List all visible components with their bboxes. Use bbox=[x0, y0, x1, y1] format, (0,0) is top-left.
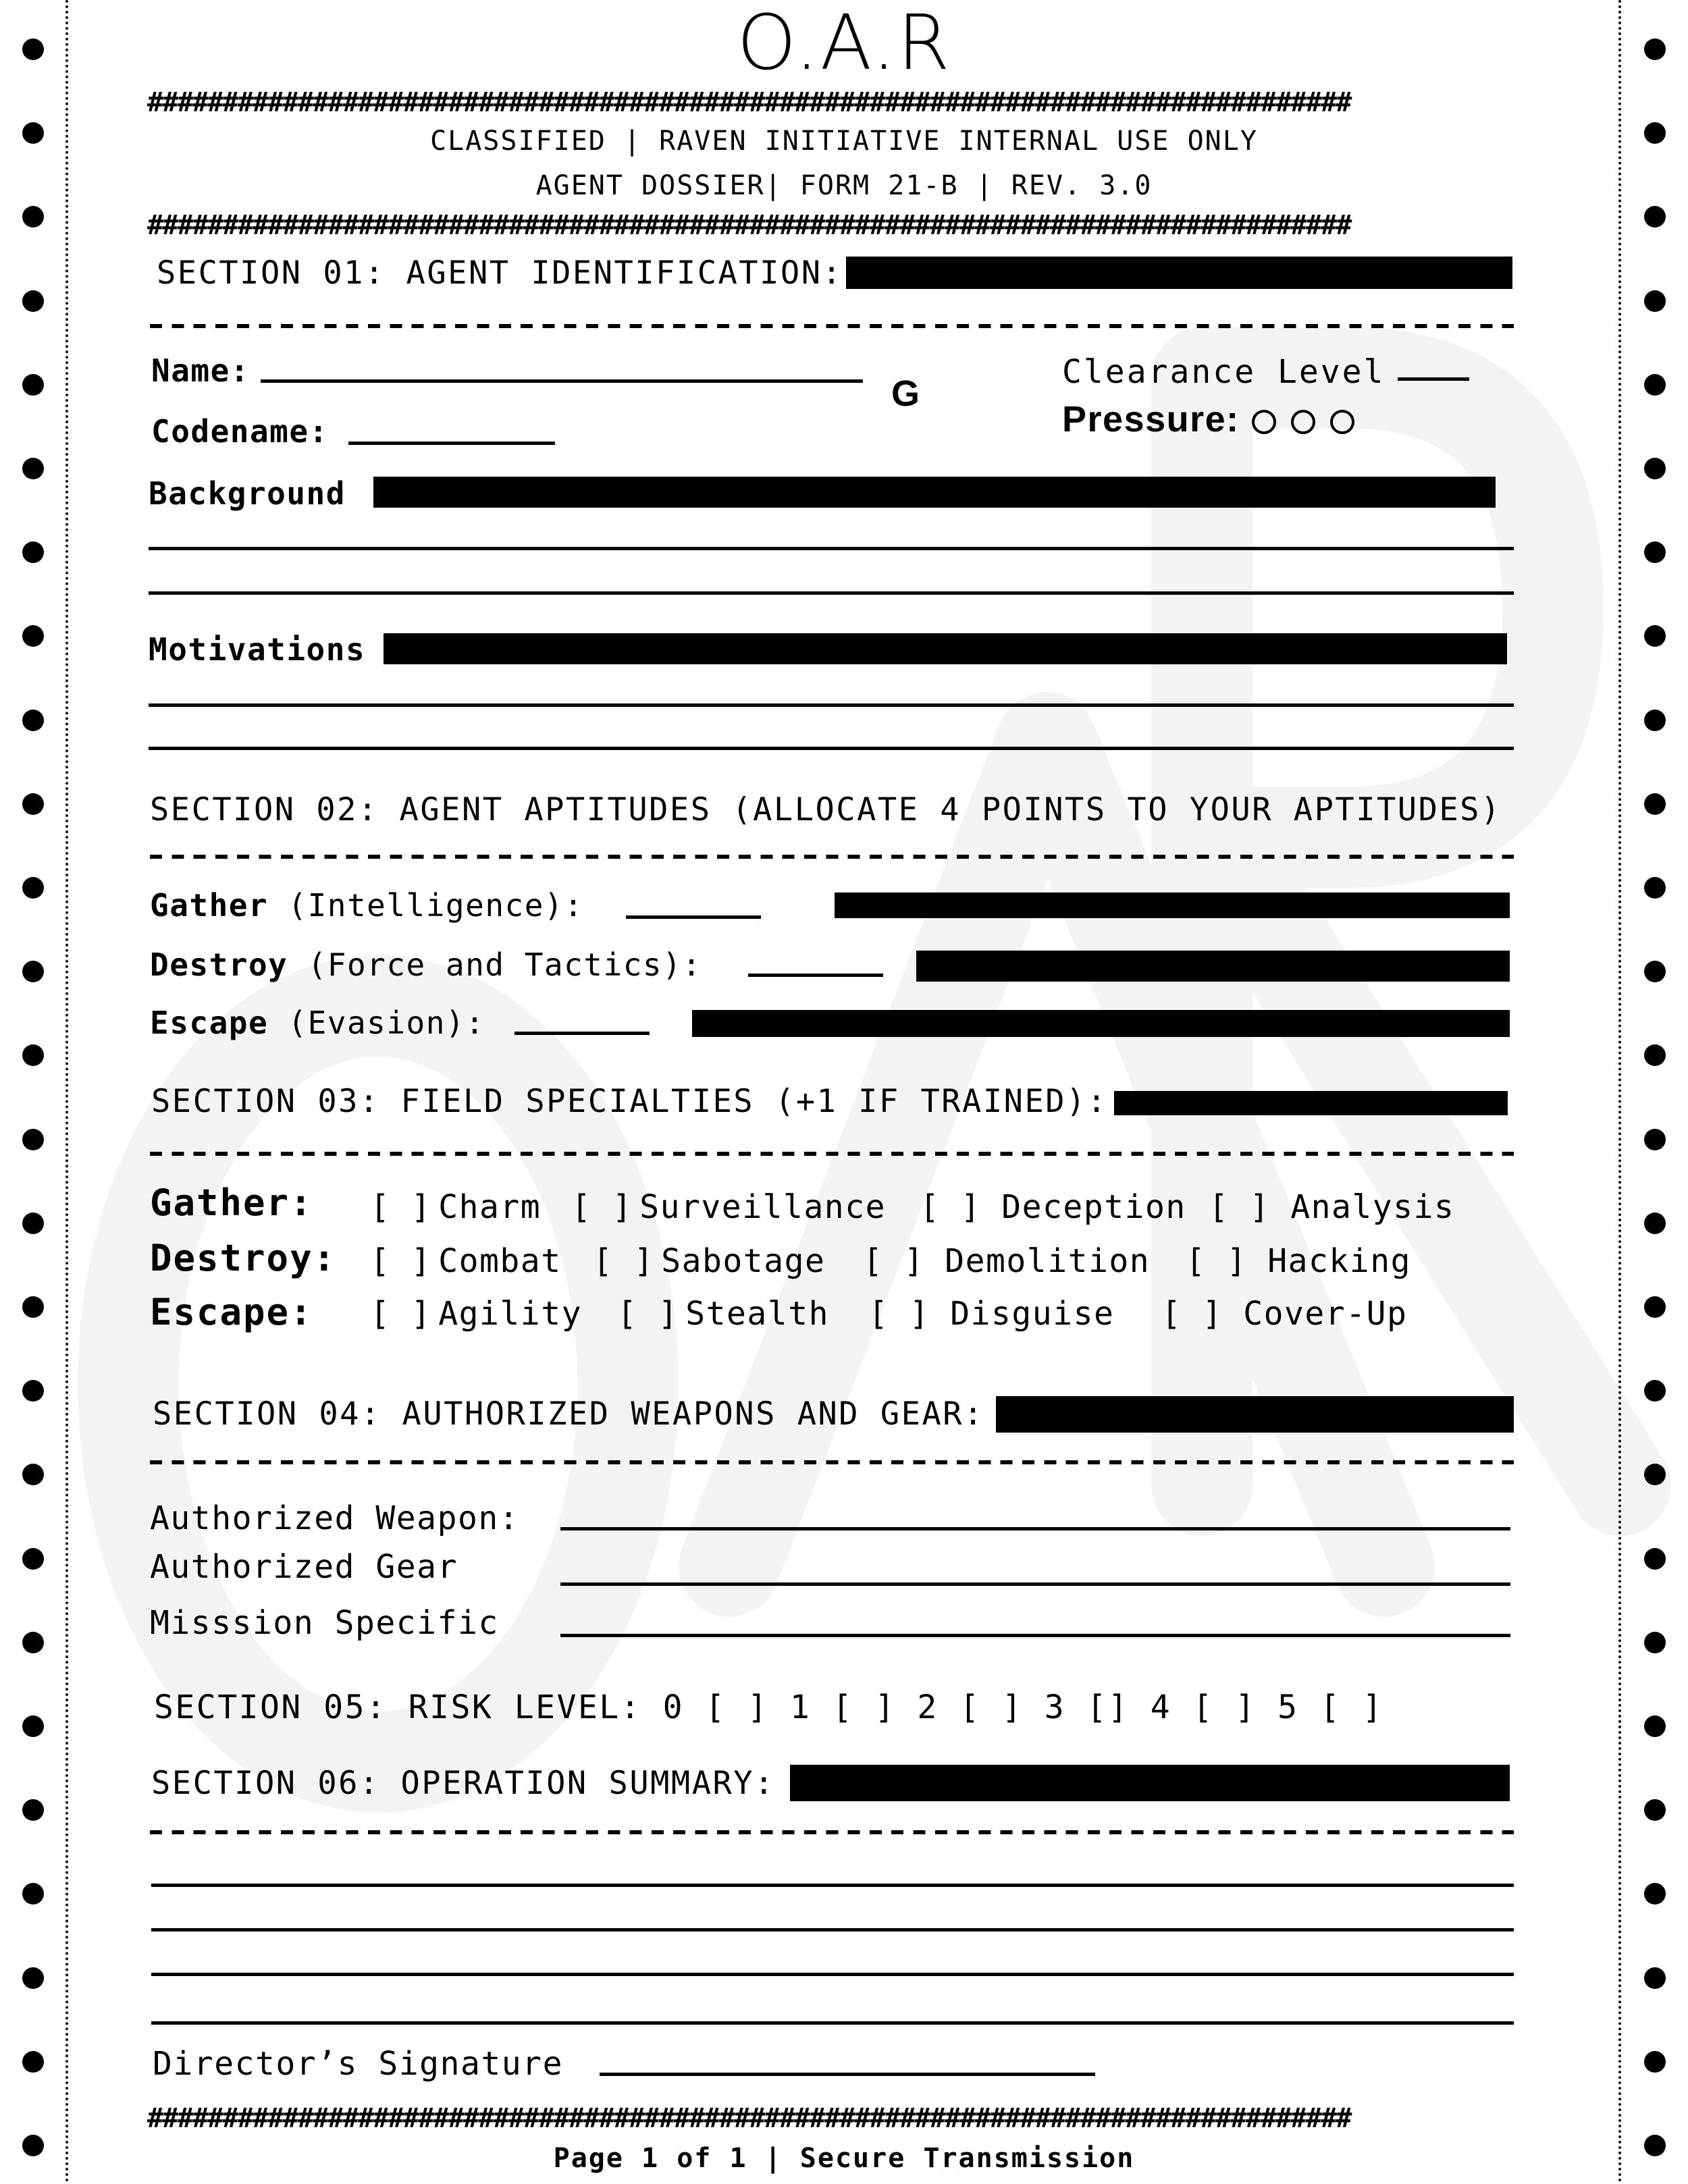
specialty-checkbox-analysis[interactable] bbox=[1209, 1188, 1454, 1226]
tractor-hole-icon bbox=[22, 458, 44, 479]
tractor-hole-icon bbox=[1644, 625, 1666, 647]
tractor-hole-icon bbox=[1644, 1883, 1666, 1905]
hash-rule-header-bottom: ################################################################################ bbox=[147, 211, 1351, 240]
tractor-hole-icon bbox=[22, 1632, 44, 1653]
specialty-checkbox-demolition[interactable] bbox=[863, 1242, 1150, 1280]
pressure-circle-2[interactable] bbox=[1291, 410, 1315, 434]
aptitude-escape bbox=[150, 1005, 485, 1041]
section-04-title: SECTION 04: AUTHORIZED WEAPONS AND GEAR: bbox=[153, 1395, 984, 1433]
tractor-hole-icon bbox=[1644, 2051, 1666, 2073]
risk-level-options[interactable]: 0 [ ] 1 [ ] 2 [ ] 3 [] 4 [ ] 5 [ ] bbox=[662, 1688, 1384, 1726]
specialty-row-label: Gather: bbox=[150, 1181, 313, 1224]
redaction-bar bbox=[1114, 1091, 1508, 1115]
redaction-bar bbox=[835, 893, 1510, 918]
tractor-hole-icon bbox=[1644, 1213, 1666, 1234]
tractor-hole-icon bbox=[22, 1464, 44, 1485]
specialty-row-label: Destroy: bbox=[150, 1237, 337, 1279]
checkbox-glyph: [ ] bbox=[370, 1242, 432, 1280]
page-footer: Page 1 of 1 | Secure Transmission bbox=[553, 2143, 1135, 2174]
specialty-label: Hacking bbox=[1267, 1242, 1411, 1280]
motivations-label: Motivations bbox=[149, 631, 366, 668]
specialty-label: Charm bbox=[438, 1188, 542, 1226]
motivations-line-2[interactable] bbox=[149, 747, 1514, 750]
tractor-hole-icon bbox=[1644, 793, 1666, 815]
specialty-label: Sabotage bbox=[661, 1242, 826, 1280]
tractor-hole-icon bbox=[22, 2051, 44, 2073]
specialty-checkbox-cover-up[interactable] bbox=[1161, 1295, 1407, 1333]
tractor-hole-icon bbox=[1644, 458, 1666, 479]
tractor-hole-icon bbox=[22, 1296, 44, 1318]
grade-mark: G bbox=[891, 373, 921, 414]
aptitude-desc: (Intelligence): bbox=[288, 887, 584, 924]
checkbox-glyph: [ ] bbox=[1161, 1295, 1223, 1333]
section-01-title: SECTION 01: AGENT IDENTIFICATION: bbox=[157, 255, 843, 292]
tractor-hole-icon bbox=[1644, 1799, 1666, 1821]
checkbox-glyph: [ ] bbox=[863, 1242, 925, 1280]
pressure-label-text: Pressure: bbox=[1062, 399, 1240, 440]
specialty-checkbox-agility[interactable] bbox=[370, 1295, 582, 1333]
redaction-bar bbox=[996, 1396, 1514, 1433]
redaction-bar bbox=[384, 633, 1507, 664]
pressure-circle-1[interactable] bbox=[1252, 410, 1276, 434]
gather-score-field[interactable] bbox=[626, 915, 761, 919]
tractor-hole-icon bbox=[1644, 1632, 1666, 1653]
specialty-row-label: Escape: bbox=[150, 1291, 313, 1333]
specialty-label: Combat bbox=[438, 1242, 562, 1280]
checkbox-glyph: [ ] bbox=[1209, 1188, 1271, 1226]
tractor-hole-icon bbox=[22, 1044, 44, 1066]
name-label: Name: bbox=[151, 352, 250, 389]
tractor-hole-icon bbox=[22, 710, 44, 731]
tractor-hole-icon bbox=[1644, 290, 1666, 312]
tractor-hole-icon bbox=[22, 374, 44, 396]
aptitude-name: Destroy bbox=[150, 947, 288, 983]
specialty-label: Cover-Up bbox=[1243, 1295, 1408, 1333]
tractor-hole-icon bbox=[22, 961, 44, 982]
escape-score-field[interactable] bbox=[515, 1032, 650, 1035]
authorized-gear-field[interactable] bbox=[560, 1582, 1510, 1586]
codename-field[interactable] bbox=[348, 442, 555, 445]
section-03-title: SECTION 03: FIELD SPECIALTIES (+1 IF TRAINED): bbox=[151, 1083, 1108, 1120]
section-05-title: SECTION 05: RISK LEVEL: bbox=[154, 1688, 642, 1726]
tractor-hole-icon bbox=[1644, 541, 1666, 563]
tractor-hole-icon bbox=[22, 541, 44, 563]
tractor-hole-icon bbox=[1644, 877, 1666, 899]
classification-banner: CLASSIFIED | RAVEN INITIATIVE INTERNAL USE ONLY bbox=[430, 126, 1258, 157]
specialty-checkbox-deception[interactable] bbox=[920, 1188, 1186, 1226]
clearance-label: Clearance Level bbox=[1062, 353, 1386, 391]
dashed-divider bbox=[150, 1830, 1514, 1834]
aptitude-desc: (Evasion): bbox=[288, 1005, 485, 1041]
specialty-label: Stealth bbox=[685, 1295, 829, 1333]
tractor-hole-icon bbox=[1644, 206, 1666, 228]
authorized-weapon-label: Authorized Weapon: bbox=[150, 1499, 520, 1537]
tractor-hole-icon bbox=[22, 1548, 44, 1570]
destroy-score-field[interactable] bbox=[748, 974, 883, 977]
dashed-divider bbox=[150, 855, 1514, 859]
specialty-label: Disguise bbox=[950, 1295, 1115, 1333]
background-line-1[interactable] bbox=[149, 547, 1514, 550]
background-label: Background bbox=[149, 475, 346, 512]
tractor-hole-icon bbox=[22, 793, 44, 815]
checkbox-glyph: [ ] bbox=[370, 1188, 432, 1226]
section-06-title: SECTION 06: OPERATION SUMMARY: bbox=[151, 1765, 775, 1802]
specialty-checkbox-hacking[interactable] bbox=[1186, 1242, 1411, 1280]
tractor-hole-icon bbox=[22, 1129, 44, 1150]
tractor-hole-icon bbox=[1644, 710, 1666, 731]
mission-specific-field[interactable] bbox=[560, 1634, 1510, 1637]
specialty-checkbox-sabotage[interactable] bbox=[593, 1242, 825, 1280]
summary-line-2[interactable] bbox=[151, 1928, 1514, 1932]
specialty-checkbox-disguise[interactable] bbox=[868, 1295, 1114, 1333]
redaction-bar bbox=[916, 951, 1510, 982]
aptitude-destroy bbox=[150, 947, 702, 983]
tractor-hole-icon bbox=[1644, 1967, 1666, 1989]
specialty-checkbox-stealth[interactable] bbox=[617, 1295, 829, 1333]
hash-rule-footer: ################################################################################ bbox=[147, 2104, 1351, 2133]
aptitude-desc: (Force and Tactics): bbox=[307, 947, 702, 983]
checkbox-glyph: [ ] bbox=[868, 1295, 930, 1333]
section-02-title: SECTION 02: AGENT APTITUDES (ALLOCATE 4 POINTS TO YOUR APTITUDES) bbox=[150, 791, 1502, 828]
motivations-line-1[interactable] bbox=[149, 703, 1514, 707]
tractor-hole-icon bbox=[22, 206, 44, 228]
summary-line-4[interactable] bbox=[151, 2021, 1514, 2025]
checkbox-glyph: [ ] bbox=[370, 1295, 432, 1333]
checkbox-glyph: [ ] bbox=[617, 1295, 679, 1333]
left-perforation-line bbox=[65, 0, 68, 2184]
tractor-hole-icon bbox=[1644, 1715, 1666, 1737]
tractor-hole-icon bbox=[22, 625, 44, 647]
specialty-label: Deception bbox=[1001, 1188, 1186, 1226]
checkbox-glyph: [ ] bbox=[593, 1242, 655, 1280]
redaction-bar bbox=[846, 257, 1512, 289]
tractor-hole-icon bbox=[1644, 1044, 1666, 1066]
tractor-hole-icon bbox=[1644, 1296, 1666, 1318]
dashed-divider bbox=[150, 324, 1514, 328]
tractor-hole-icon bbox=[1644, 1464, 1666, 1485]
summary-line-1[interactable] bbox=[151, 1884, 1514, 1887]
tractor-hole-icon bbox=[22, 1799, 44, 1821]
dashed-divider bbox=[150, 1460, 1514, 1464]
tractor-hole-icon bbox=[22, 1213, 44, 1234]
clearance-field[interactable] bbox=[1398, 377, 1469, 381]
oar-logo: O.A.R bbox=[737, 0, 951, 87]
tractor-hole-icon bbox=[22, 1380, 44, 1402]
pressure-label bbox=[1062, 399, 1354, 440]
name-field[interactable] bbox=[261, 379, 863, 383]
codename-label: Codename: bbox=[151, 413, 329, 450]
hash-rule-top: ################################################################################ bbox=[147, 88, 1351, 117]
aptitude-name: Gather bbox=[150, 887, 269, 924]
section-05-risk-level bbox=[154, 1689, 1383, 1726]
summary-line-3[interactable] bbox=[151, 1973, 1514, 1976]
tractor-hole-icon bbox=[1644, 1548, 1666, 1570]
aptitude-name: Escape bbox=[150, 1005, 269, 1041]
redaction-bar bbox=[790, 1765, 1510, 1801]
tractor-hole-icon bbox=[22, 877, 44, 899]
checkbox-glyph: [ ] bbox=[1186, 1242, 1248, 1280]
authorized-gear-label: Authorized Gear bbox=[150, 1548, 458, 1586]
specialty-label: Surveillance bbox=[639, 1188, 886, 1226]
specialty-checkbox-combat[interactable] bbox=[370, 1242, 562, 1280]
tractor-hole-icon bbox=[1644, 961, 1666, 982]
director-signature-field[interactable] bbox=[600, 2073, 1095, 2076]
redaction-bar bbox=[692, 1010, 1510, 1037]
director-signature-label: Director’s Signature bbox=[153, 2045, 563, 2083]
checkbox-glyph: [ ] bbox=[920, 1188, 982, 1226]
tractor-hole-icon bbox=[22, 290, 44, 312]
specialty-label: Analysis bbox=[1290, 1188, 1455, 1226]
tractor-hole-icon bbox=[1644, 1380, 1666, 1402]
checkbox-glyph: [ ] bbox=[571, 1188, 633, 1226]
tractor-hole-icon bbox=[1644, 374, 1666, 396]
specialty-label: Demolition bbox=[945, 1242, 1151, 1280]
specialty-label: Agility bbox=[438, 1295, 582, 1333]
tractor-hole-icon bbox=[22, 1883, 44, 1905]
tractor-hole-icon bbox=[22, 1715, 44, 1737]
specialty-checkbox-charm[interactable] bbox=[370, 1188, 541, 1226]
tractor-hole-icon bbox=[1644, 1129, 1666, 1150]
mission-specific-label: Misssion Specific bbox=[150, 1604, 499, 1642]
dashed-divider bbox=[150, 1152, 1514, 1156]
aptitude-gather bbox=[150, 887, 583, 924]
pressure-circle-3[interactable] bbox=[1330, 410, 1354, 434]
right-perforation-line bbox=[1618, 0, 1621, 2184]
redaction-bar bbox=[373, 477, 1496, 508]
form-identifier: AGENT DOSSIER| FORM 21-B | REV. 3.0 bbox=[535, 170, 1153, 201]
authorized-weapon-field[interactable] bbox=[560, 1527, 1510, 1530]
background-line-2[interactable] bbox=[149, 591, 1514, 595]
specialty-checkbox-surveillance[interactable] bbox=[571, 1188, 886, 1226]
tractor-hole-icon bbox=[22, 1967, 44, 1989]
